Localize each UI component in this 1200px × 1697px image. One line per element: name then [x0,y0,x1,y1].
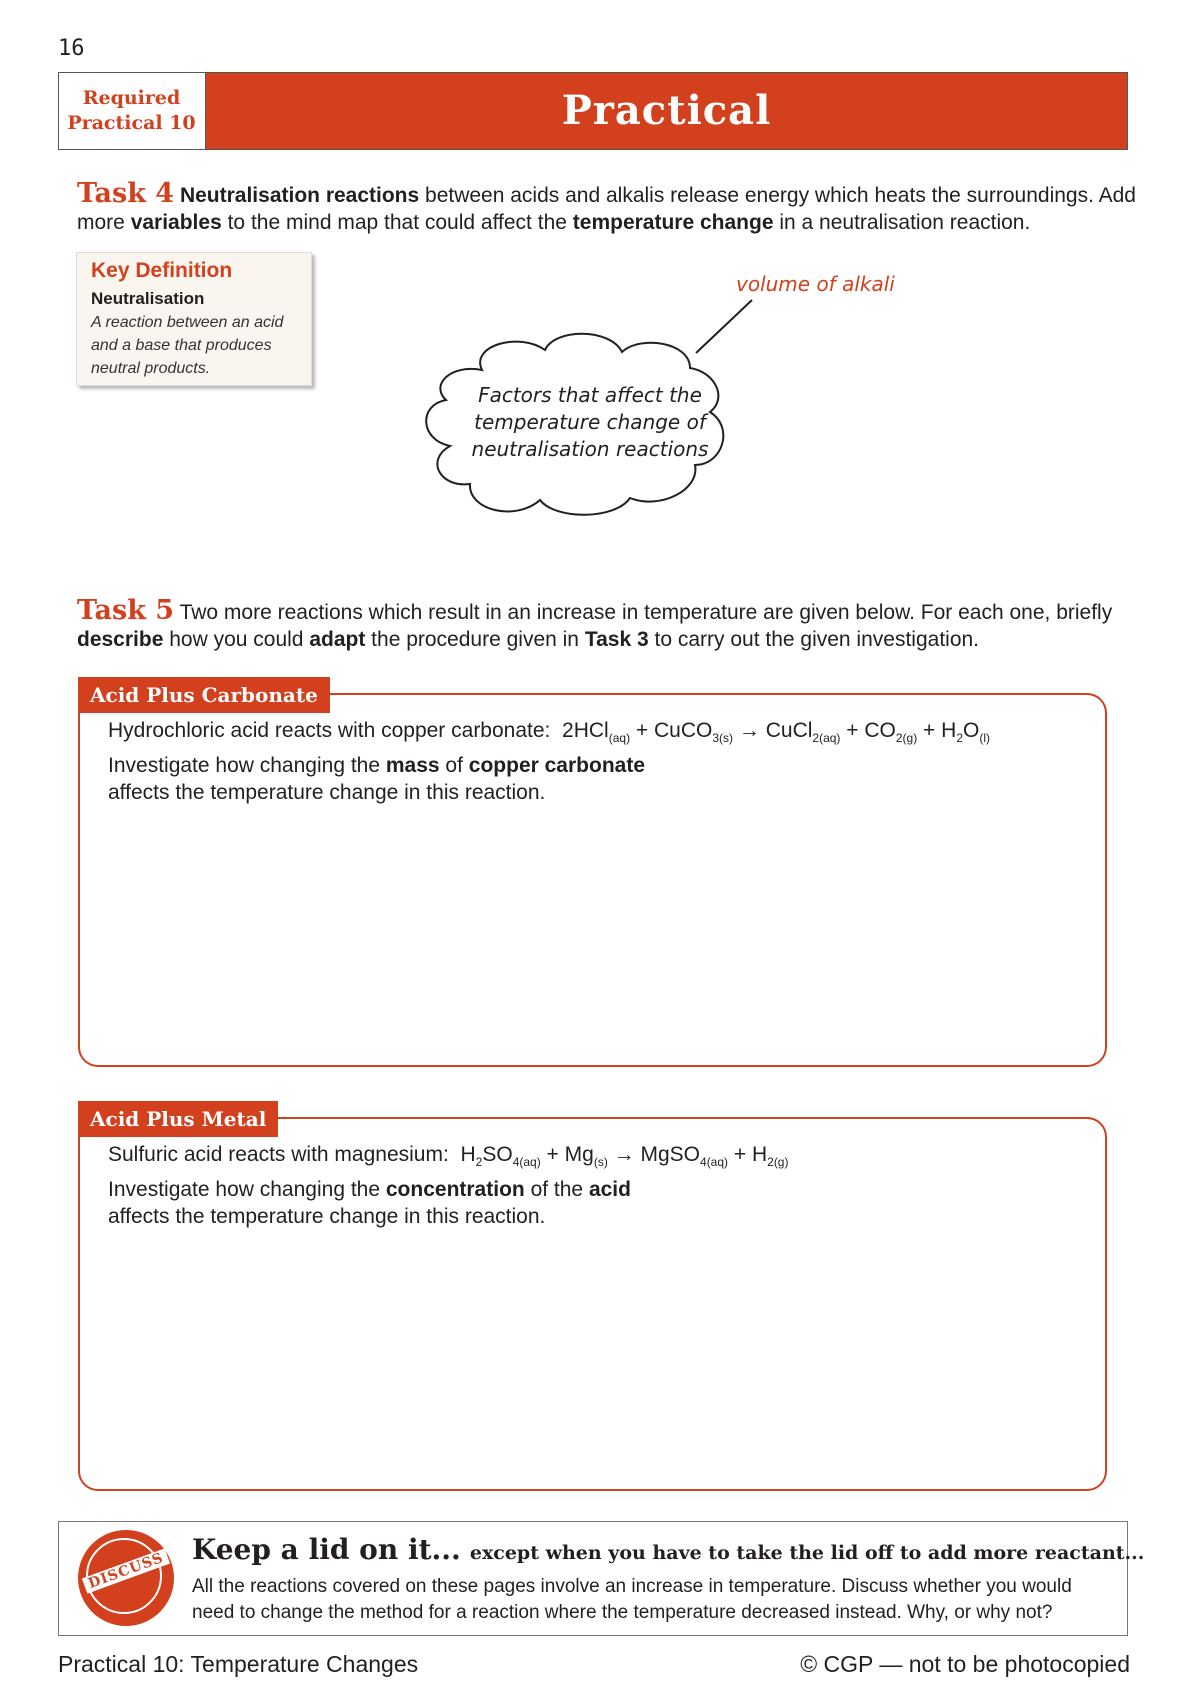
discuss-body: All the reactions covered on these pages involve an increase in temperature. Discuss whether you would need to change the method for a reaction where the temperature decreased instead. Why, or why not? [192,1576,1072,1623]
investigation-line-2: affects the temperature change in this reaction. [108,781,546,804]
task-5-bold-3: Task 3 [584,628,649,651]
investigation-line: Investigate how changing the mass of copper carbonate [108,754,645,777]
tag-line-1: Required [82,87,181,109]
key-definition-body: A reaction between an acid and a base that produces neutral products. [91,314,284,377]
section-text-carbonate [108,717,1088,806]
discuss-title: Keep a lid on it... [192,1533,461,1566]
key-definition-title: Key Definition [91,259,233,282]
mind-map-branch-label: volume of alkali [736,272,895,296]
reaction-intro: Sulfuric acid reacts with magnesium: [108,1143,449,1166]
task-5-label: Task 5 [77,595,175,626]
equation-line-metal [108,1141,1088,1176]
mind-map-center-text: Factors that affect the temperature change of neutralisation reactions [471,383,709,461]
investigation-line-2: affects the temperature change in this reaction. [108,1205,546,1228]
section-title-metal: Acid Plus Metal [78,1101,278,1137]
page-number: 16 [58,36,85,61]
equation-line-carbonate [108,717,1088,752]
task-5-text-1: Two more reactions which result in an increase in temperature are given below. For each one, briefly [179,601,1113,624]
branch-line [696,300,752,353]
task-4-bold-1: Neutralisation reactions [179,184,420,207]
discuss-stamp-label: DISCUSS [82,1548,170,1593]
key-definition-term: Neutralisation [91,289,205,308]
footer-title: Practical 10: Temperature Changes [58,1651,419,1677]
task-5-bold-2: adapt [309,628,366,651]
page-title: Practical [206,73,1127,149]
section-title-carbonate: Acid Plus Carbonate [78,677,330,713]
task-5-bold-1: describe [77,628,164,651]
chemical-equation: 2HCl$_{(aq)}$ + CuCO$_{3(s)}$ → CuCl$_{2(aq)}$ + $CO_{2(g)} + H_2O_{(l)}$ [562,719,991,745]
task-4-text-3: to the mind map that could affect the [221,211,573,234]
task-4-label: Task 4 [77,178,175,209]
section-text-metal [108,1141,1088,1230]
task-4-bold-3: temperature change [572,211,774,234]
reaction-intro: Hydrochloric acid reacts with copper carbonate: [108,719,551,742]
tag-line-2: Practical 10 [67,112,196,134]
footer-copyright: © CGP — not to be photocopied [800,1651,1130,1677]
mind-map-diagram [0,0,1200,560]
task-4-text-4: in a neutralisation reaction. [773,211,1031,234]
task-4-text-2: between acids and alkalis release energy which heats the surroundings. Add more [77,184,1136,234]
investigation-line: Investigate how changing the concentration of the acid [108,1178,631,1201]
task-5-text-3: the procedure given in [365,628,585,651]
task-5-text [77,597,1137,653]
task-4-bold-2: variables [130,211,222,234]
discuss-heading [192,1533,1144,1566]
task-5-text-2: how you could [163,628,310,651]
task-5-text-4: to carry out the given investigation. [648,628,980,651]
chemical-equation: $H_2SO_{4(aq)} + Mg_{(s)}$ → MgSO$_{4(aq)}$ + $H_{2(g)}$ [460,1143,789,1169]
discuss-subtitle: except when you have to take the lid off to add more reactant... [469,1542,1145,1564]
